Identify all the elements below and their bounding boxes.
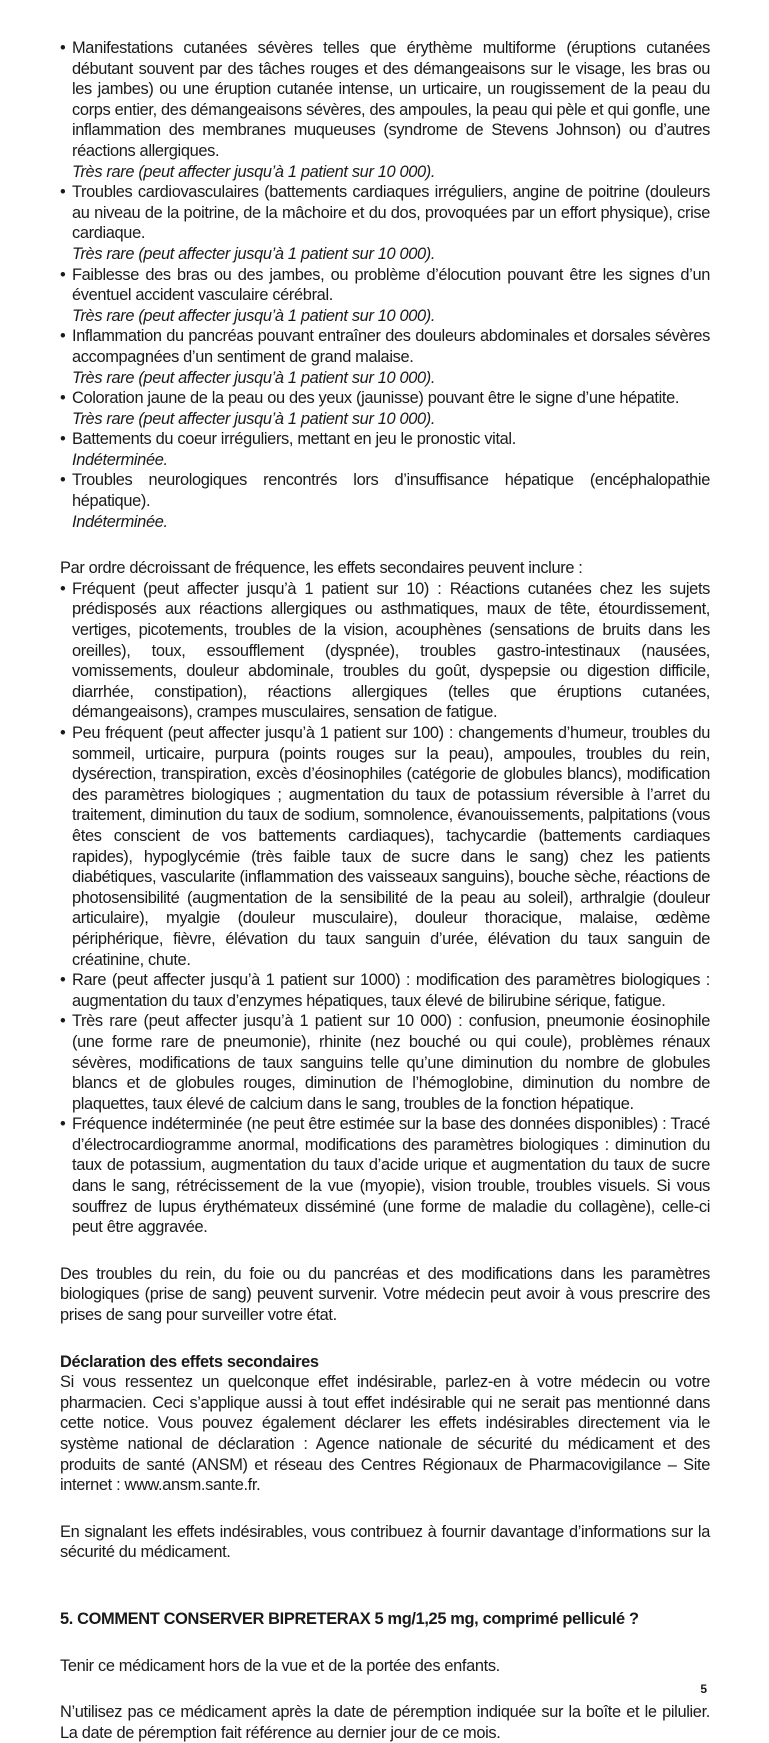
reporting-paragraph: En signalant les effets indésirables, vous contribuez à fournir davantage d’informations sur la sécurité du médicament. (60, 1522, 710, 1562)
severe-effects-list (60, 38, 710, 532)
list-item: • Très rare (peut affecter jusqu’à 1 patient sur 10 000) : confusion, pneumonie éosinophile (une forme rare de pneumonie), rhinite (nez bouché ou qui coule), problèmes rénaux sévères, modifications de taux sanguins telle qu’une diminution du nombre de globules blancs et de globules rouges, diminution de l’hémoglobine, diminution du nombre de plaquettes, taux élevé de calcium dans le sang, troubles de la fonction hépatique. (60, 1011, 710, 1114)
effect-text: Inflammation du pancréas pouvant entraîner des douleurs abdominales et dorsales sévères accompagnées d’un sentiment de grand malaise. (72, 327, 710, 366)
kidney-paragraph: Des troubles du rein, du foie ou du pancréas et des modifications dans les paramètres biologiques (prise de sang) peuvent survenir. Votre médecin peut avoir à vous prescrire des prises de sang pour surveiller votre état. (60, 1264, 710, 1325)
declaration-paragraph: Si vous ressentez un quelconque effet indésirable, parlez-en à votre médecin ou votre pharmacien. Ceci s’applique aussi à tout effet indésirable qui ne serait pas mentionné dans cette notice. Vous pouvez également déclarer les effets indésirables directement via le système national de déclaration : Agence nationale de sécurité du médicament et des produits de santé (ANSM) et réseau des Centres Régionaux de Pharmacovigilance – Site internet : www.ansm.sante.fr. (60, 1373, 710, 1495)
storage-paragraph-2: N’utilisez pas ce médicament après la date de péremption indiquée sur la boîte et le pilulier. La date de péremption fait référence au dernier jour de ce mois. (60, 1703, 710, 1742)
effect-frequency: Très rare (peut affecter jusqu’à 1 patient sur 10 000). (72, 162, 436, 181)
list-item (60, 429, 710, 470)
list-item: • Rare (peut affecter jusqu’à 1 patient sur 1000) : modification des paramètres biologiques : augmentation du taux d’enzymes hépatiques, taux élevé de bilirubine sérique, fatigue. (60, 970, 710, 1011)
list-item (60, 326, 710, 388)
effect-text: Coloration jaune de la peau ou des yeux (jaunisse) pouvant être le signe d’une hépatite. (72, 389, 680, 408)
section-title: 5. COMMENT CONSERVER BIPRETERAX 5 mg/1,25 mg, comprimé pelliculé ? (60, 1609, 639, 1628)
list-item (60, 182, 710, 264)
storage-paragraph-1: Tenir ce médicament hors de la vue et de la portée des enfants. (60, 1656, 500, 1675)
declaration-heading: Déclaration des effets secondaires (60, 1352, 319, 1371)
effect-frequency: Très rare (peut affecter jusqu’à 1 patient sur 10 000). (72, 409, 436, 428)
effect-text: Troubles cardiovasculaires (battements cardiaques irréguliers, angine de poitrine (douleurs au niveau de la poitrine, de la mâchoire et du dos, provoquées par un effort physique), crise cardiaque. (72, 183, 710, 243)
list-item (60, 388, 710, 429)
effect-frequency: Indéterminée. (72, 512, 168, 531)
list-item: • Peu fréquent (peut affecter jusqu’à 1 patient sur 100) : changements d’humeur, troubles du sommeil, urticaire, purpura (points rouges sur la peau), ampoules, troubles du rein, dysérection, transpiration, excès d’éosinophiles (catégorie de globules blancs), modification des paramètres biologiques ; augmentation du taux de potassium réversible à l’arret du traitement, diminution du taux de sodium, somnolence, évanouissements, palpitations (vous êtes conscient de vos battements cardiaques), tachycardie (battements cardiaques rapides), hypoglycémie (très faible taux de sucre dans le sang) chez les patients diabétiques, vascularite (inflammation des vaisseaux sanguins), bouche sèche, réactions de photosensibilité (augmentation de la sensibilité de la peau au soleil), arthralgie (douleur articulaire), myalgie (douleur musculaire), douleur thoracique, malaise, œdème périphérique, fièvre, élévation du taux sanguin d’urée, élévation du taux sanguin de créatinine, chute. (60, 723, 710, 970)
list-item (60, 38, 710, 182)
list-item: • Fréquent (peut affecter jusqu’à 1 patient sur 10) : Réactions cutanées chez les sujets prédisposés aux réactions allergiques ou asthmatiques, maux de tête, étourdissement, vertiges, picotements, troubles de la vision, acouphènes (sensations de bruits dans les oreilles), toux, essoufflement (dyspnée), troubles gastro-intestinaux (nausées, vomissements, douleur abdominale, troubles du goût, dyspepsie ou digestion difficile, diarrhée, constipation), réactions allergiques (telles que éruptions cutanées, démangeaisons), crampes musculaires, sensation de fatigue. (60, 579, 710, 723)
frequency-list (60, 579, 710, 1238)
effect-text: Manifestations cutanées sévères telles que érythème multiforme (éruptions cutanées débutant souvent par des tâches rouges et des démangeaisons sur le visage, les bras ou les jambes) ou une éruption cutanée intense, un urticaire, un rougissement de la peau du corps entier, des démangeaisons sévères, des ampoules, la peau qui pèle et qui gonfle, une inflammation des membranes muqueuses (syndrome de Stevens Johnson) ou d’autres réactions allergiques. (72, 39, 710, 160)
effect-frequency: Très rare (peut affecter jusqu’à 1 patient sur 10 000). (72, 368, 436, 387)
effect-frequency: Très rare (peut affecter jusqu’à 1 patient sur 10 000). (72, 244, 436, 263)
list-item: • Fréquence indéterminée (ne peut être estimée sur la base des données disponibles) : Tracé d’électrocardiogramme anormal, modifications des paramètres biologiques : diminution du taux de potassium, augmentation du taux d’acide urique et augmentation du taux de sucre dans le sang, rétrécissement de la vue (myopie), vision trouble, troubles visuels. Si vous souffrez de lupus érythémateux disséminé (une forme de maladie du collagène), celle-ci peut être aggravée. (60, 1114, 710, 1238)
effect-text: Battements du coeur irréguliers, mettant en jeu le pronostic vital. (72, 430, 516, 449)
effect-text: Faiblesse des bras ou des jambes, ou problème d’élocution pouvant être les signes d’un éventuel accident vasculaire cérébral. (72, 265, 710, 305)
list-item (60, 470, 710, 532)
list-item (60, 265, 710, 327)
page-number: 5 (700, 1682, 707, 1696)
leaflet-page (60, 38, 710, 1743)
effect-text: Troubles neurologiques rencontrés lors d’insuffisance hépatique (encéphalopathie hépatique). (72, 471, 710, 511)
frequency-intro: Par ordre décroissant de fréquence, les effets secondaires peuvent inclure : (60, 559, 583, 578)
effect-frequency: Très rare (peut affecter jusqu’à 1 patient sur 10 000). (72, 306, 436, 325)
effect-frequency: Indéterminée. (72, 450, 168, 469)
